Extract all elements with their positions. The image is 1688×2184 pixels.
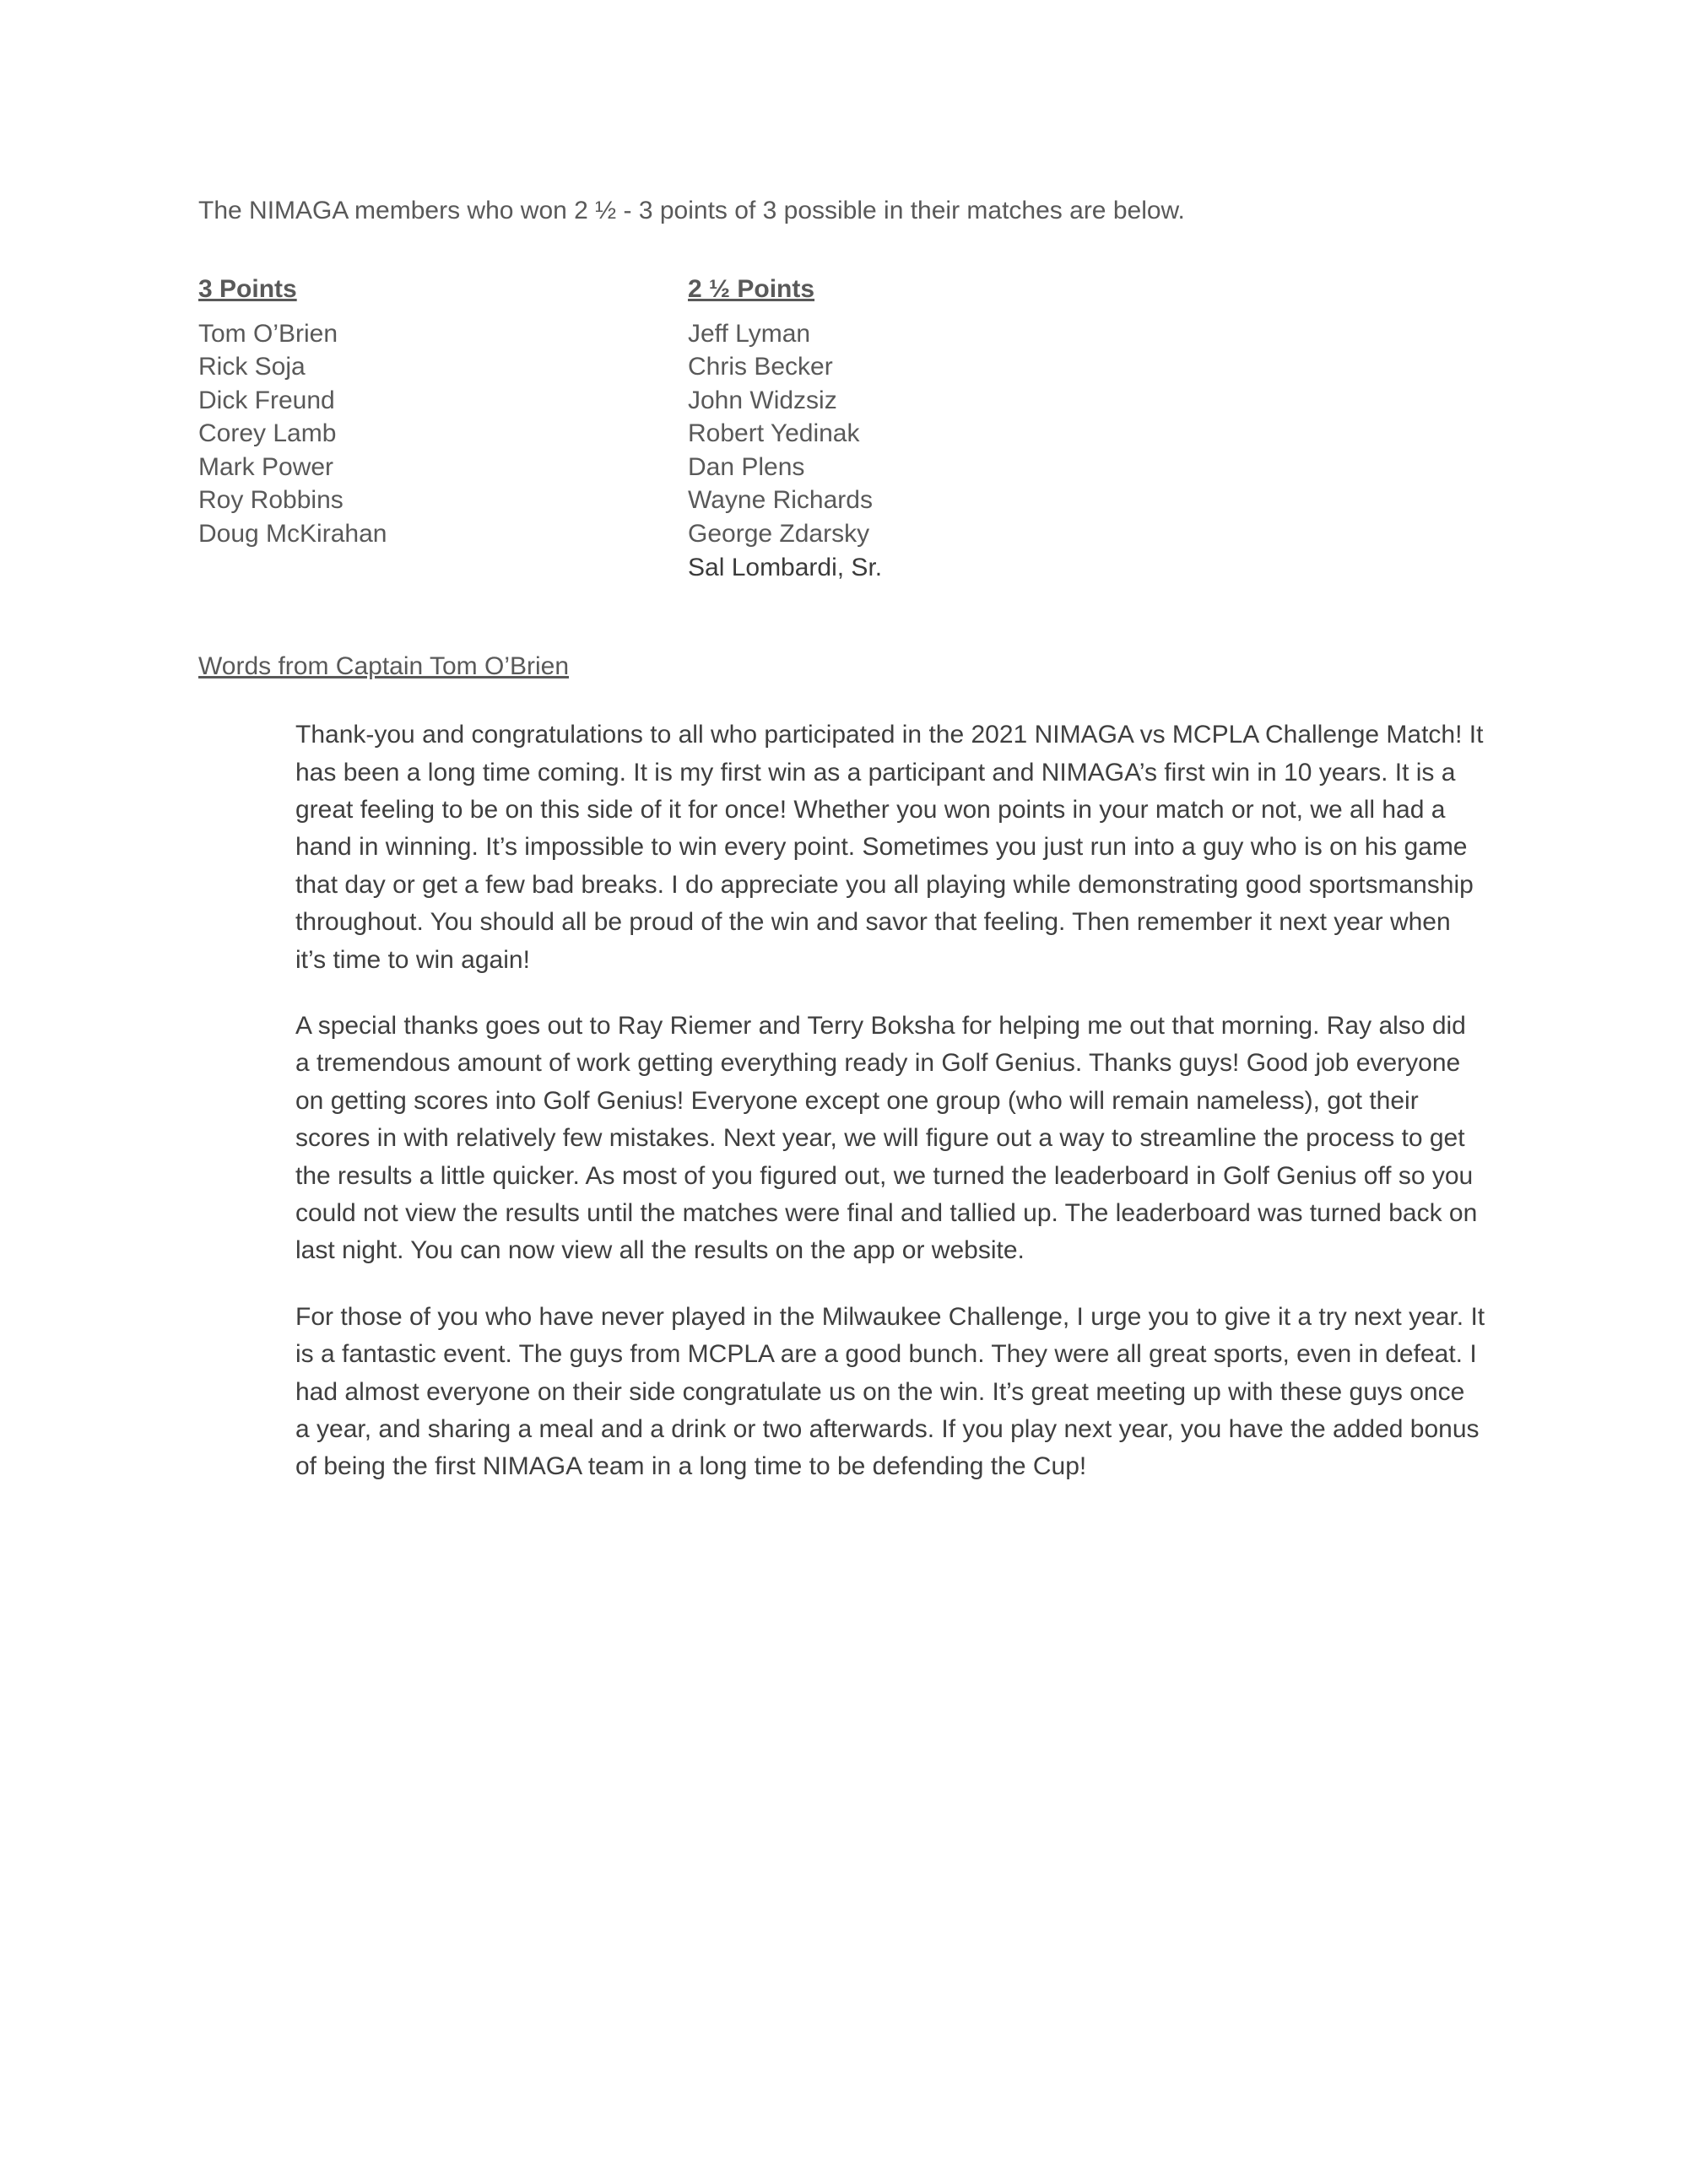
- list-item: Jeff Lyman: [688, 319, 811, 348]
- paragraph: Thank-you and congratulations to all who participated in the 2021 NIMAGA vs MCPLA Challenge Match! It has been a long time coming. It is my first win as a participant and NIMAGA’s first win in 10 years. It is a great feeling to be on this side of it for once! Whether you won points in your match or not, we all had a hand in winning. It’s impossible to win every point. Sometimes you just run into a guy who is on his game that day or get a few bad breaks. I do appreciate you all playing while demonstrating good sportsmanship throughout. You should all be proud of the win and savor that feeling. Then remember it next year when it’s time to win again!: [295, 721, 1484, 974]
- list-item: Dan Plens: [688, 452, 805, 481]
- list-item: John Widzsiz: [688, 386, 837, 414]
- points-column-2-and-half: [688, 273, 1177, 585]
- list-item: Robert Yedinak: [688, 419, 860, 448]
- list-item: Tom O’Brien: [198, 319, 338, 348]
- list-item: George Zdarsky: [688, 520, 870, 549]
- paragraph: A special thanks goes out to Ray Riemer and Terry Boksha for helping me out that morning. Ray also did a tremendous amount of work getting everything ready in Golf Genius. Thanks guys! Good job everyone on getting scores into Golf Genius! Everyone except one group (who will remain nameless), got their scores in with relatively few mistakes. Next year, we will figure out a way to streamline the process to get the results a little quicker. As most of you figured out, we turned the leaderboard in Golf Genius off so you could not view the results until the matches were final and tallied up. The leaderboard was turned back on last night. You can now view all the results on the app or website.: [295, 1011, 1478, 1265]
- list-item: Rick Soja: [198, 353, 306, 381]
- paragraph: For those of you who have never played in the Milwaukee Challenge, I urge you to give it a try next year. It is a fantastic event. The guys from MCPLA are a good bunch. They were all great sports, even in defeat. I had almost everyone on their side congratulate us on the win. It’s great meeting up with these guys once a year, and sharing a meal and a drink or two afterwards. If you play next year, you have the added bonus of being the first NIMAGA team in a long time to be defending the Cup!: [295, 1302, 1485, 1481]
- column-heading-3-points: 3 Points: [198, 274, 297, 303]
- section-title-words-from-captain: Words from Captain Tom O’Brien: [198, 652, 570, 681]
- list-item: Doug McKirahan: [198, 520, 387, 549]
- column-heading-2-half-points: 2 ½ Points: [688, 274, 815, 303]
- intro-paragraph: The NIMAGA members who won 2 ½ - 3 points of 3 possible in their matches are below.: [198, 197, 1185, 224]
- points-columns: [198, 273, 1494, 585]
- list-item: Dick Freund: [198, 386, 335, 414]
- list-item: Corey Lamb: [198, 419, 337, 448]
- list-item: Roy Robbins: [198, 486, 344, 515]
- points-column-3: [198, 273, 688, 585]
- list-item: Chris Becker: [688, 353, 833, 381]
- list-item: Mark Power: [198, 452, 334, 481]
- list-item: Wayne Richards: [688, 486, 873, 515]
- captain-message-body: [295, 716, 1485, 1485]
- list-item: Sal Lombardi, Sr.: [688, 553, 883, 581]
